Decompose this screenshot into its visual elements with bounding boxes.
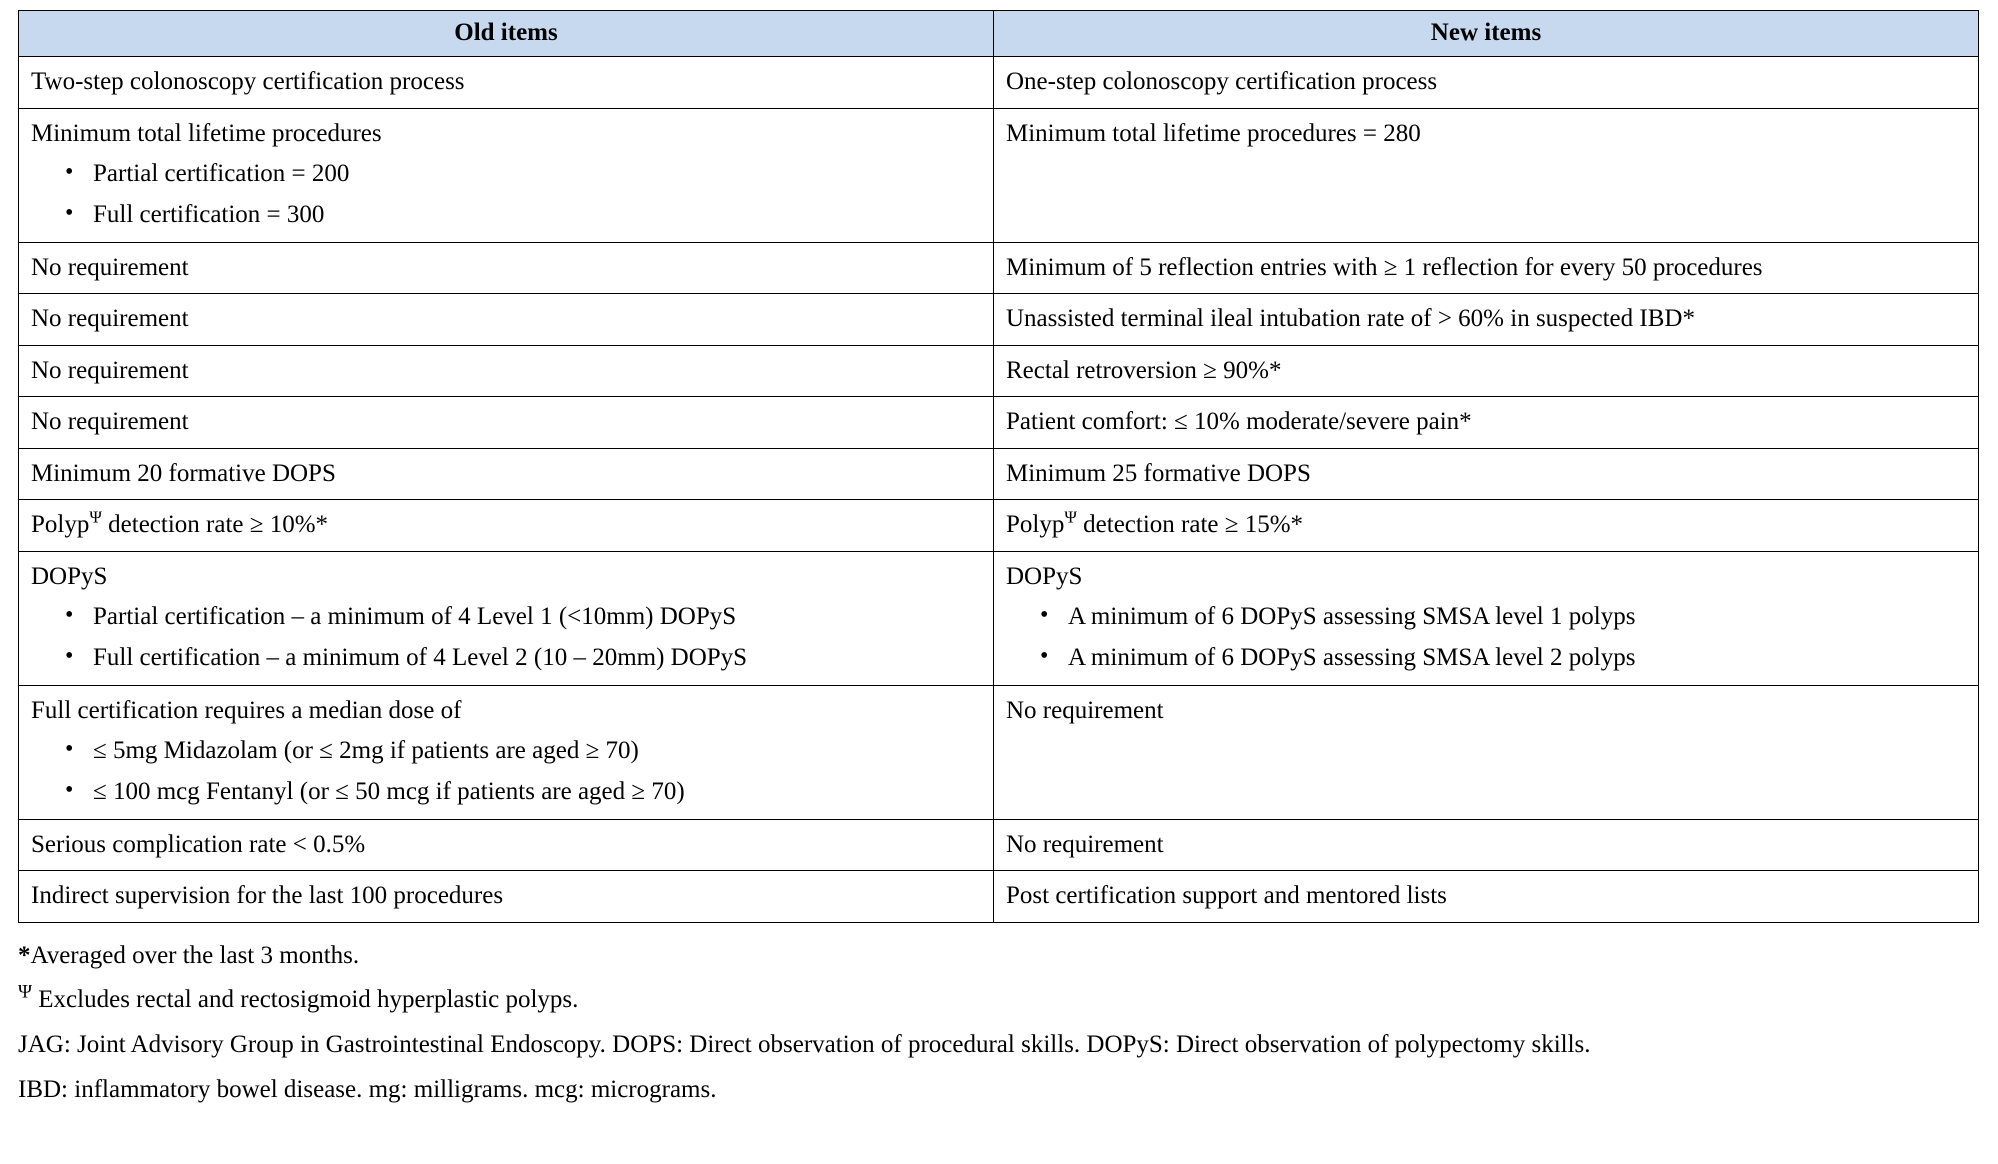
- table-row: [19, 108, 1979, 242]
- asterisk-text: Averaged over the last 3 months.: [30, 941, 360, 969]
- cell-old: [19, 685, 994, 819]
- cell-old: [19, 500, 994, 552]
- cell-old: [19, 57, 994, 109]
- table-row: [19, 294, 1979, 346]
- cell-text: Two-step colonoscopy certification process: [31, 68, 465, 95]
- polyp-label: Polyp: [31, 511, 90, 538]
- cell-new: [994, 397, 1979, 449]
- cell-text: Minimum total lifetime procedures = 280: [1006, 119, 1421, 147]
- cell-old: [19, 871, 994, 923]
- polyp-rate: detection rate ≥ 15%*: [1076, 511, 1304, 538]
- cell-text-polyp: [31, 507, 983, 543]
- cell-text: Minimum total lifetime procedures: [31, 119, 382, 147]
- table-row: [19, 345, 1979, 397]
- table-row: [19, 551, 1979, 685]
- list-item: • ≤ 5mg Midazolam (or ≤ 2mg if patients are aged ≥ 70): [93, 734, 983, 768]
- cell-new: [994, 294, 1979, 346]
- cell-text: Full certification requires a median dose of: [31, 696, 462, 724]
- cell-text: Minimum of 5 reflection entries with ≥ 1 reflection for every 50 procedures: [1006, 253, 1763, 281]
- cell-text: No requirement: [31, 408, 189, 435]
- cell-text: DOPyS: [1006, 562, 1083, 590]
- cell-text-polyp: [1006, 507, 1968, 543]
- list-item: • ≤ 100 mcg Fentanyl (or ≤ 50 mcg if patients are aged ≥ 70): [93, 775, 983, 809]
- table-row: [19, 397, 1979, 449]
- psi-superscript: Ψ: [1064, 507, 1077, 527]
- cell-old: [19, 345, 994, 397]
- table-row: [19, 500, 1979, 552]
- column-header-old-items: Old items: [19, 11, 994, 57]
- list-item: • A minimum of 6 DOPyS assessing SMSA level 2 polyps: [1068, 641, 1968, 675]
- column-header-new-items: New items: [994, 11, 1979, 57]
- cell-new: [994, 108, 1979, 242]
- cell-new: [994, 448, 1979, 500]
- cell-text: No requirement: [1006, 830, 1164, 858]
- polyp-rate: detection rate ≥ 10%*: [101, 511, 329, 538]
- table-row: [19, 448, 1979, 500]
- footnote-psi: [18, 981, 1998, 1020]
- list-item: • Partial certification = 200: [93, 157, 983, 191]
- table-row: [19, 871, 1979, 923]
- footnotes: [18, 937, 1998, 1110]
- cell-new: [994, 871, 1979, 923]
- list-item: • Full certification = 300: [93, 198, 983, 232]
- cell-new: [994, 242, 1979, 294]
- cell-old: [19, 551, 994, 685]
- cell-new: [994, 345, 1979, 397]
- cell-old: [19, 448, 994, 500]
- cell-text: Patient comfort: ≤ 10% moderate/severe pain*: [1006, 408, 1472, 435]
- cell-text: No requirement: [1006, 696, 1164, 724]
- table-row: [19, 242, 1979, 294]
- cell-text: Indirect supervision for the last 100 procedures: [31, 882, 504, 909]
- cell-new: [994, 685, 1979, 819]
- footnote-asterisk: [18, 937, 1998, 976]
- cell-text: Rectal retroversion ≥ 90%*: [1006, 356, 1282, 384]
- cell-text: Minimum 25 formative DOPS: [1006, 459, 1311, 487]
- psi-marker: Ψ: [18, 981, 33, 1003]
- psi-text: Excludes rectal and rectosigmoid hyperplastic polyps.: [32, 986, 579, 1014]
- cell-bullet-list: [1006, 600, 1968, 675]
- cell-text: Serious complication rate < 0.5%: [31, 830, 366, 858]
- cell-text: Post certification support and mentored lists: [1006, 882, 1447, 909]
- cell-text: No requirement: [31, 356, 189, 384]
- list-item: • Partial certification – a minimum of 4 Level 1 (<10mm) DOPyS: [93, 600, 983, 634]
- table-row: [19, 685, 1979, 819]
- cell-old: [19, 294, 994, 346]
- cell-text: One-step colonoscopy certification process: [1006, 68, 1438, 95]
- footnote-abbreviations-2: IBD: inflammatory bowel disease. mg: milligrams. mcg: micrograms.: [18, 1075, 717, 1103]
- table-row: [19, 57, 1979, 109]
- asterisk-marker: *: [18, 941, 31, 969]
- table-header-row: [19, 11, 1979, 57]
- cell-old: [19, 819, 994, 871]
- cell-new: [994, 500, 1979, 552]
- cell-old: [19, 242, 994, 294]
- cell-new: [994, 819, 1979, 871]
- cell-bullet-list: [31, 600, 983, 675]
- cell-text: No requirement: [31, 305, 189, 332]
- cell-new: [994, 57, 1979, 109]
- cell-text: No requirement: [31, 253, 189, 281]
- cell-text: Minimum 20 formative DOPS: [31, 459, 336, 487]
- table-row: [19, 819, 1979, 871]
- psi-superscript: Ψ: [89, 507, 102, 527]
- cell-old: [19, 397, 994, 449]
- cell-text: DOPyS: [31, 562, 108, 590]
- cell-bullet-list: [31, 734, 983, 809]
- cell-bullet-list: [31, 157, 983, 232]
- comparison-table: [18, 10, 1979, 923]
- cell-new: [994, 551, 1979, 685]
- list-item: • Full certification – a minimum of 4 Level 2 (10 – 20mm) DOPyS: [93, 641, 983, 675]
- list-item: • A minimum of 6 DOPyS assessing SMSA level 1 polyps: [1068, 600, 1968, 634]
- cell-old: [19, 108, 994, 242]
- polyp-label: Polyp: [1006, 511, 1065, 538]
- cell-text: Unassisted terminal ileal intubation rate of > 60% in suspected IBD*: [1006, 305, 1695, 332]
- footnote-abbreviations-1: JAG: Joint Advisory Group in Gastrointestinal Endoscopy. DOPS: Direct observation of procedural skills. DOPyS: Direct observation of polypectomy skills.: [18, 1031, 1591, 1058]
